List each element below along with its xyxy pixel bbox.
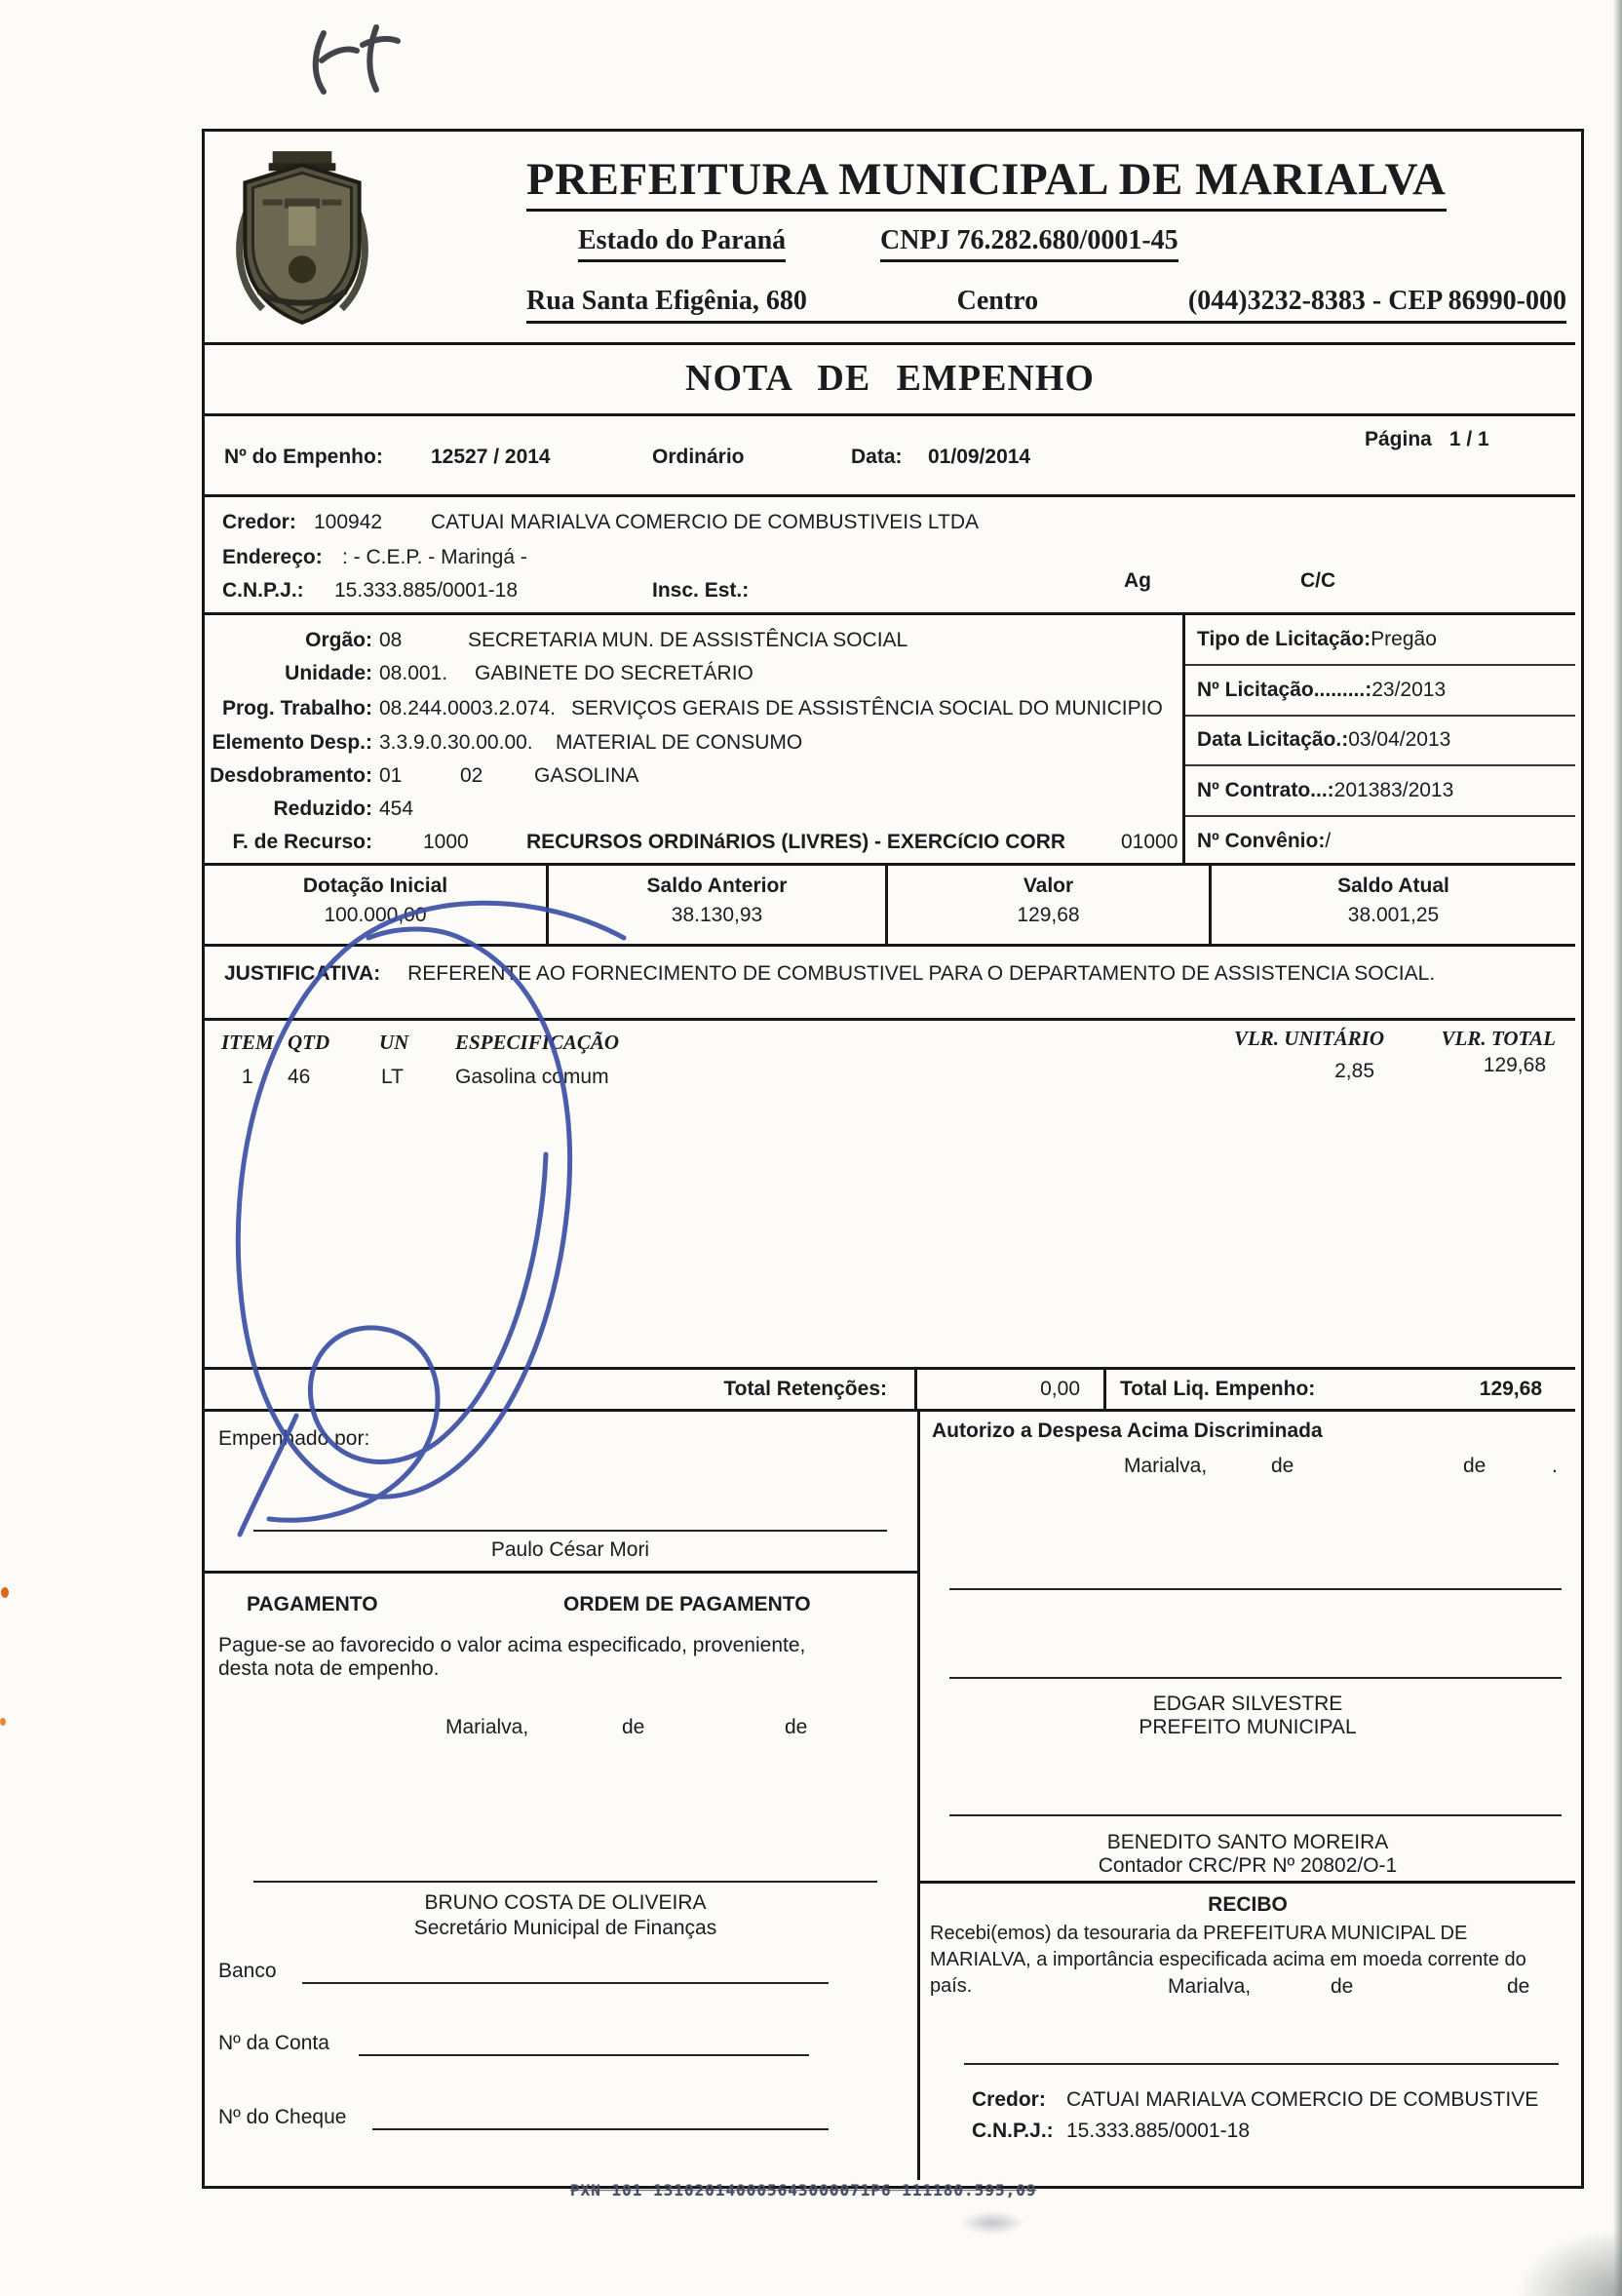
scan-corner-shadow bbox=[1515, 2228, 1622, 2296]
col-header-item: ITEM bbox=[221, 1031, 274, 1054]
letterhead-title: PREFEITURA MUNICIPAL DE MARIALVA bbox=[526, 153, 1447, 212]
saldos-table bbox=[205, 866, 1575, 947]
autorizo-de1: de bbox=[1271, 1455, 1294, 1477]
recibo-texto-l3: país. bbox=[930, 1975, 973, 1997]
recibo-texto-l1: Recebi(emos) da tesouraria da PREFEITURA MUNICIPAL DE bbox=[930, 1923, 1468, 1944]
pagamento-cidade: Marialva, bbox=[445, 1716, 529, 1738]
recibo-divider bbox=[920, 1881, 1575, 1884]
conta-label: Nº da Conta bbox=[218, 2032, 329, 2054]
dotacao-inicial-cell bbox=[205, 866, 549, 944]
prefeito-cargo: PREFEITO MUNICIPAL bbox=[1139, 1716, 1357, 1738]
pagamento-column bbox=[205, 1412, 917, 2180]
orgao-desc: SECRETARIA MUN. DE ASSISTÊNCIA SOCIAL bbox=[468, 629, 908, 651]
document-title-band bbox=[205, 345, 1575, 416]
elemento-desp-desc: MATERIAL DE CONSUMO bbox=[556, 731, 803, 754]
saldo-atual-value: 38.001,25 bbox=[1347, 904, 1440, 927]
contador-nome: BENEDITO SANTO MOREIRA bbox=[1106, 1831, 1389, 1853]
letterhead bbox=[205, 132, 1575, 345]
machine-print-line: PXN 101 131020140005643000071P6 111180.595,09 bbox=[570, 2181, 1037, 2199]
endereco-label: Endereço: bbox=[222, 546, 323, 568]
scan-edge-shadow bbox=[1613, 0, 1622, 2296]
total-liq-cell bbox=[1106, 1370, 1575, 1409]
licitacao-column bbox=[1182, 615, 1575, 866]
pagamento-de2: de bbox=[785, 1716, 808, 1738]
scan-speck bbox=[1, 1587, 9, 1598]
credor-code: 100942 bbox=[314, 511, 383, 533]
unidade-label: Unidade: bbox=[285, 662, 372, 684]
recibo-title: RECIBO bbox=[1208, 1893, 1288, 1916]
elemento-desp-code: 3.3.9.0.30.00.00. bbox=[379, 731, 533, 754]
empenho-date-value: 01/09/2014 bbox=[928, 446, 1031, 468]
empenho-number-row bbox=[205, 416, 1575, 497]
item-row-especificacao: Gasolina comum bbox=[455, 1066, 609, 1088]
valor-value: 129,68 bbox=[1017, 904, 1080, 927]
autorizo-cidade: Marialva, bbox=[1124, 1455, 1208, 1477]
pagamento-de1: de bbox=[622, 1716, 645, 1738]
pagamento-divider bbox=[205, 1571, 917, 1574]
signature-line-autorizo-1 bbox=[949, 1588, 1562, 1590]
licitacao-data-value: 03/04/2013 bbox=[1348, 728, 1451, 752]
saldo-anterior-header: Saldo Anterior bbox=[646, 875, 788, 897]
signature-line-empenhado bbox=[253, 1530, 887, 1532]
signature-line-prefeito bbox=[949, 1677, 1562, 1679]
autorizo-ponto: . bbox=[1552, 1455, 1558, 1477]
empenhado-assinatura-nome: Paulo César Mori bbox=[490, 1538, 650, 1561]
contador-cargo: Contador CRC/PR Nº 20802/O-1 bbox=[1098, 1854, 1398, 1877]
credor-label: Credor: bbox=[222, 511, 296, 533]
conta-fill-line bbox=[359, 2054, 809, 2056]
insc-est-label: Insc. Est.: bbox=[652, 579, 750, 602]
fonte-recurso-code: 1000 bbox=[423, 831, 469, 853]
letterhead-address bbox=[526, 286, 1566, 324]
letterhead-state: Estado do Paraná bbox=[578, 225, 786, 262]
item-row-vlr-unitario: 2,85 bbox=[1334, 1060, 1374, 1082]
col-header-especificacao: ESPECIFICAÇÃO bbox=[455, 1031, 620, 1054]
empenho-number-label: Nº do Empenho: bbox=[224, 446, 383, 468]
item-row-un: LT bbox=[381, 1066, 404, 1088]
letterhead-cnpj: CNPJ 76.282.680/0001-45 bbox=[880, 225, 1178, 262]
recibo-credor-value: CATUAI MARIALVA COMERCIO DE COMBUSTIVE bbox=[1066, 2088, 1539, 2111]
empenho-number-value: 12527 / 2014 bbox=[431, 446, 551, 468]
empenho-type: Ordinário bbox=[652, 446, 745, 468]
justificativa-text: REFERENTE AO FORNECIMENTO DE COMBUSTIVEL PARA O DEPARTAMENTO DE ASSISTENCIA SOCIAL. bbox=[407, 962, 1436, 985]
letterhead-district: Centro bbox=[956, 286, 1039, 316]
licitacao-tipo-value: Pregão bbox=[1371, 627, 1437, 650]
saldo-anterior-cell bbox=[549, 866, 888, 944]
document-title: NOTA DE EMPENHO bbox=[685, 358, 1095, 399]
licitacao-tipo-label: Tipo de Licitação: bbox=[1197, 627, 1371, 650]
valor-header: Valor bbox=[1023, 875, 1074, 897]
unidade-desc: GABINETE DO SECRETÁRIO bbox=[475, 662, 753, 684]
recibo-cidade: Marialva, bbox=[1168, 1975, 1252, 1998]
orgao-code: 08 bbox=[379, 629, 403, 651]
page-indicator bbox=[1365, 428, 1489, 451]
ag-label: Ag bbox=[1124, 569, 1151, 592]
licitacao-tipo-row bbox=[1185, 615, 1575, 666]
licitacao-data-label: Data Licitação.: bbox=[1197, 728, 1349, 752]
reduzido-code: 454 bbox=[379, 798, 414, 820]
total-liq-label: Total Liq. Empenho: bbox=[1120, 1378, 1316, 1400]
contrato-value: 201383/2013 bbox=[1333, 779, 1454, 802]
scan-smudge bbox=[960, 2211, 1024, 2235]
prog-trabalho-code: 08.244.0003.2.074. bbox=[379, 697, 557, 720]
contrato-label: Nº Contrato...: bbox=[1197, 779, 1334, 802]
col-header-vlr-unitario: VLR. UNITÁRIO bbox=[1233, 1027, 1384, 1050]
empenhado-por-label: Empenhado por: bbox=[218, 1427, 370, 1450]
unidade-code: 08.001. bbox=[379, 662, 448, 684]
total-retencoes-label: Total Retenções: bbox=[205, 1370, 917, 1409]
dotacao-inicial-header: Dotação Inicial bbox=[302, 875, 448, 897]
prog-trabalho-label: Prog. Trabalho: bbox=[221, 697, 372, 720]
credor-name: CATUAI MARIALVA COMERCIO DE COMBUSTIVEIS LTDA bbox=[431, 511, 980, 533]
justificativa-line bbox=[224, 962, 1435, 986]
endereco-value: : - C.E.P. - Maringá - bbox=[342, 546, 527, 568]
signatures-area bbox=[205, 1412, 1575, 2180]
recibo-cnpj-value: 15.333.885/0001-18 bbox=[1066, 2120, 1251, 2142]
cheque-label: Nº do Cheque bbox=[218, 2106, 347, 2128]
item-row-qtd: 46 bbox=[288, 1066, 311, 1088]
fonte-recurso-label: F. de Recurso: bbox=[232, 831, 372, 853]
saldo-anterior-value: 38.130,93 bbox=[671, 904, 763, 927]
autorizo-title: Autorizo a Despesa Acima Discriminada bbox=[932, 1420, 1323, 1442]
municipal-crest-logo bbox=[220, 143, 384, 331]
prog-trabalho-desc: SERVIÇOS GERAIS DE ASSISTÊNCIA SOCIAL DO MUNICIPIO bbox=[571, 697, 1163, 720]
elemento-desp-label: Elemento Desp.: bbox=[212, 731, 372, 754]
valor-cell bbox=[888, 866, 1212, 944]
banco-fill-line bbox=[302, 1982, 829, 1984]
recibo-credor-label: Credor: bbox=[972, 2088, 1046, 2111]
total-retencoes-value: 0,00 bbox=[917, 1370, 1106, 1409]
orcamento-block bbox=[205, 615, 1575, 866]
letterhead-street: Rua Santa Efigênia, 680 bbox=[526, 286, 807, 316]
convenio-value: / bbox=[1325, 830, 1332, 853]
pen-marks bbox=[316, 27, 398, 92]
recibo-de2: de bbox=[1507, 1975, 1530, 1998]
licitacao-numero-value: 23/2013 bbox=[1371, 678, 1447, 701]
ordem-pagamento-title: ORDEM DE PAGAMENTO bbox=[563, 1593, 811, 1615]
banco-label: Banco bbox=[218, 1960, 277, 1982]
pagamento-title: PAGAMENTO bbox=[247, 1593, 378, 1615]
recibo-de1: de bbox=[1331, 1975, 1354, 1998]
prefeito-nome: EDGAR SILVESTRE bbox=[1152, 1693, 1343, 1715]
credor-block bbox=[205, 497, 1575, 615]
item-row-number: 1 bbox=[242, 1066, 253, 1088]
autorizo-de2: de bbox=[1463, 1455, 1487, 1477]
item-row-vlr-total: 129,68 bbox=[1483, 1054, 1546, 1076]
signature-line-contador bbox=[949, 1814, 1562, 1816]
secretario-cargo: Secretário Municipal de Finanças bbox=[413, 1917, 717, 1939]
orgao-label: Orgão: bbox=[305, 629, 372, 651]
fonte-recurso-code2: 01000 bbox=[1121, 831, 1178, 853]
nota-de-empenho-document bbox=[202, 129, 1584, 2189]
col-header-un: UN bbox=[379, 1031, 409, 1054]
letterhead-phone: (044)3232-8383 - CEP 86990-000 bbox=[1187, 286, 1566, 316]
desdobramento-code2: 02 bbox=[460, 764, 483, 787]
page-label: Página bbox=[1365, 428, 1432, 450]
recibo-texto-l2: MARIALVA, a importância especificada acima em moeda corrente do bbox=[930, 1949, 1526, 1970]
licitacao-numero-label: Nº Licitação.........: bbox=[1197, 678, 1372, 701]
total-liq-value: 129,68 bbox=[1479, 1378, 1542, 1400]
contrato-row bbox=[1185, 766, 1575, 817]
page-value: 1 / 1 bbox=[1448, 428, 1489, 450]
reduzido-label: Reduzido: bbox=[273, 798, 372, 820]
cnpj-value: 15.333.885/0001-18 bbox=[334, 579, 519, 602]
signature-line-recibo bbox=[964, 2063, 1559, 2065]
convenio-label: Nº Convênio: bbox=[1197, 830, 1326, 853]
licitacao-numero-row bbox=[1185, 666, 1575, 717]
itens-section bbox=[205, 1021, 1575, 1367]
pagamento-texto: Pague-se ao favorecido o valor acima especificado, proveniente, desta nota de empenho. bbox=[218, 1634, 806, 1681]
col-header-qtd: QTD bbox=[288, 1031, 330, 1054]
desdobramento-desc: GASOLINA bbox=[534, 764, 639, 787]
signature-line-secretario bbox=[253, 1881, 877, 1883]
saldo-atual-header: Saldo Atual bbox=[1337, 875, 1449, 897]
dotacao-inicial-value: 100.000,00 bbox=[324, 904, 427, 927]
col-header-vlr-total: VLR. TOTAL bbox=[1441, 1027, 1556, 1050]
secretario-nome: BRUNO COSTA DE OLIVEIRA bbox=[424, 1891, 707, 1914]
justificativa-label: JUSTIFICATIVA: bbox=[224, 962, 381, 985]
totais-row bbox=[205, 1367, 1575, 1412]
justificativa-section bbox=[205, 947, 1575, 1021]
cc-label: C/C bbox=[1300, 569, 1336, 592]
autorizacao-column bbox=[917, 1412, 1575, 2180]
licitacao-data-row bbox=[1185, 717, 1575, 767]
desdobramento-code: 01 bbox=[379, 764, 403, 787]
desdobramento-label: Desdobramento: bbox=[210, 764, 372, 787]
fonte-recurso-desc: RECURSOS ORDINáRIOS (LIVRES) - EXERCíCIO CORR bbox=[526, 831, 1066, 853]
convenio-row bbox=[1185, 817, 1575, 866]
empenho-date-label: Data: bbox=[851, 446, 903, 468]
recibo-cnpj-label: C.N.P.J.: bbox=[972, 2120, 1054, 2142]
cnpj-label: C.N.P.J.: bbox=[222, 579, 304, 602]
cheque-fill-line bbox=[372, 2128, 829, 2130]
saldo-atual-cell bbox=[1212, 866, 1575, 944]
scan-speck bbox=[0, 1718, 6, 1726]
